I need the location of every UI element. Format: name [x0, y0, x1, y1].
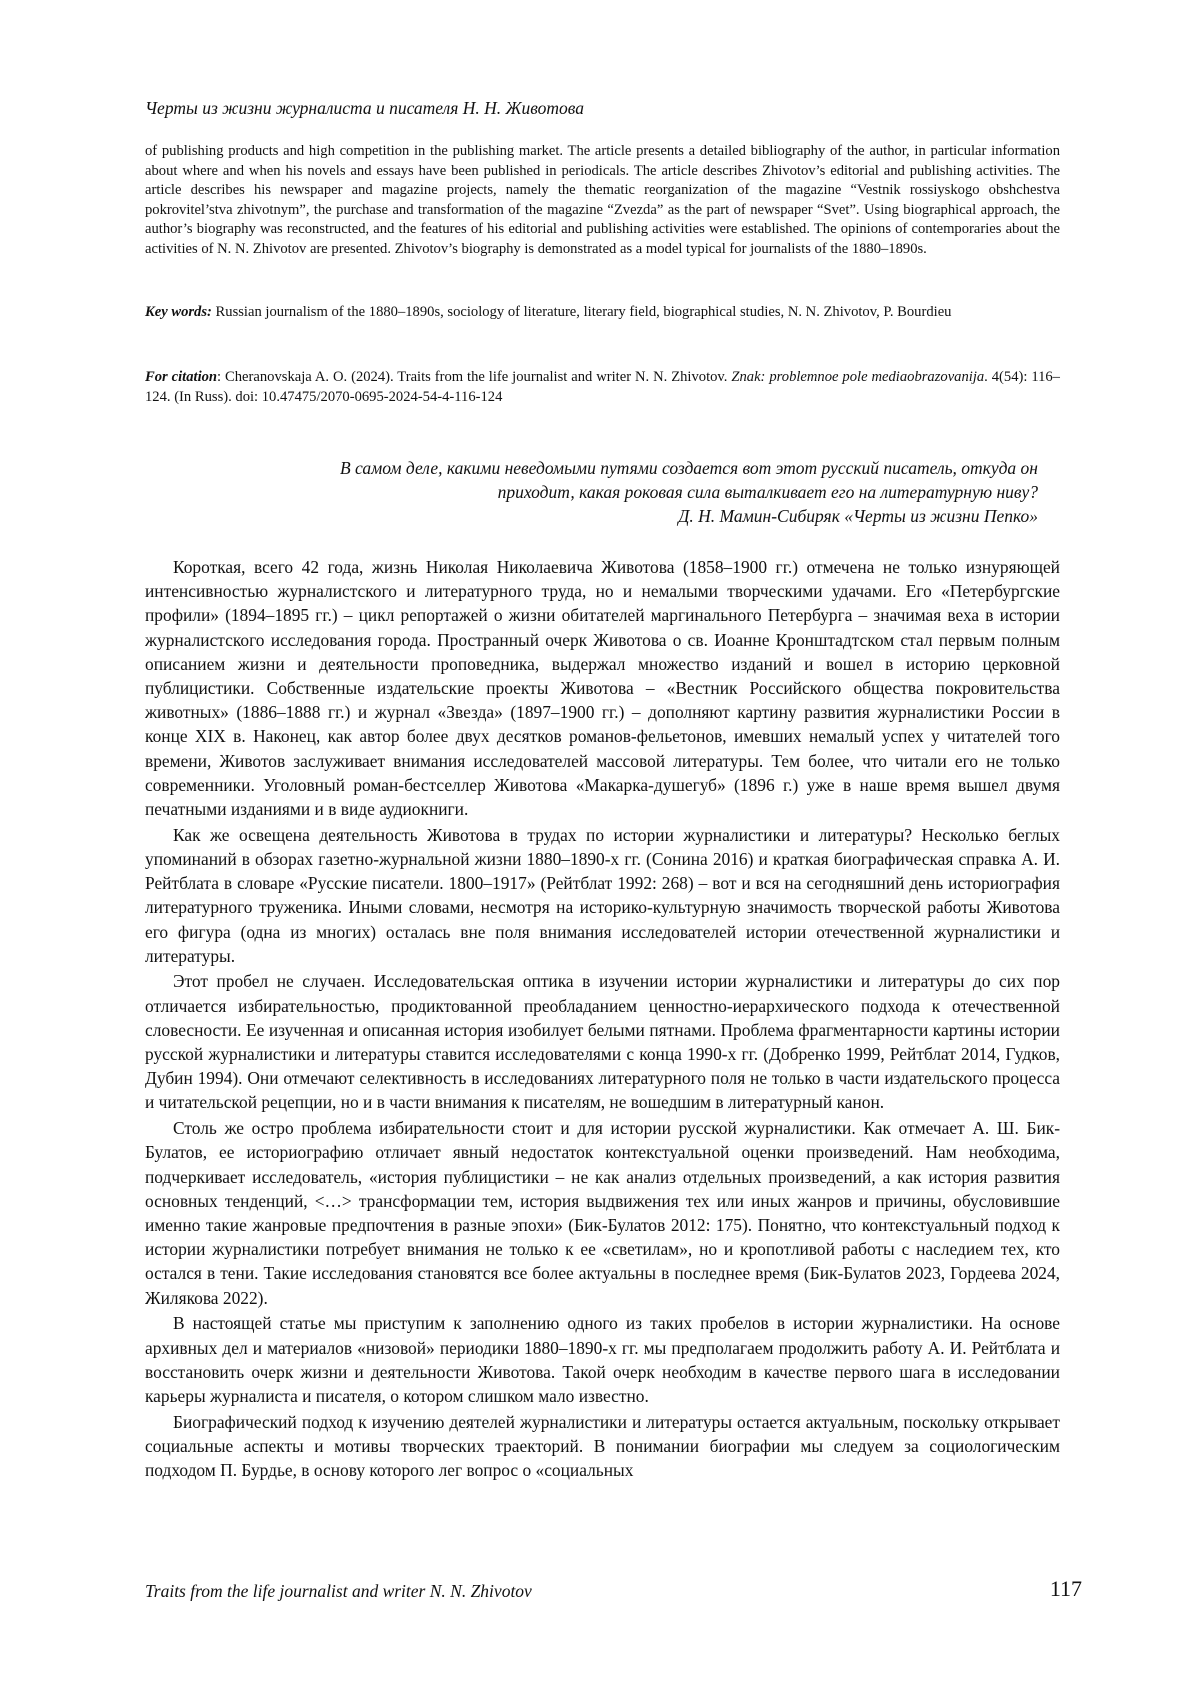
epigraph-line: В самом деле, какими неведомыми путями создается вот этот русский писатель, откуда он [339, 458, 1038, 478]
running-footer: Traits from the life journalist and writer N. N. Zhivotov [145, 1581, 532, 1601]
citation-journal: Znak: problemnoe pole mediaobrazovanija [731, 369, 985, 385]
running-header: Черты из жизни журналиста и писателя Н. Н. Животова [145, 98, 585, 118]
body-paragraph: В настоящей статье мы приступим к заполнению одного из таких пробелов в истории журналистики. На основе архивных дел и материалов «низовой» периодики 1880–1890-х гг. мы предполагаем продолжить работу А. И. Рейтблата и восстановить очерк жизни и деятельности Животова. Такой очерк необходим в качестве первого шага в исследовании карьеры журналиста и писателя, о котором слишком мало известно. [145, 1313, 1060, 1406]
citation-text: : Cheranovskaja A. O. (2024). Traits from the life journalist and writer N. N. Zhivotov. [217, 369, 732, 385]
keywords [145, 303, 1060, 323]
citation-label: For citation [145, 369, 218, 385]
body-paragraph: Биографический подход к изучению деятелей журналистики и литературы остается актуальным, поскольку открывает социальные аспекты и мотивы творческих траекторий. В понимании биографии мы следуем за социологическим подходом П. Бурдье, в основу которого лег вопрос о «социальных [145, 1411, 1060, 1481]
citation-details: . 4(54): 116–124. (In Russ). doi: 10.47475/2070-0695-2024-54-4-116-124 [145, 369, 1060, 405]
body-paragraph: Как же освещена деятельность Животова в трудах по истории журналистики и литературы? Несколько беглых упоминаний в обзорах газетно-журнальной жизни 1880–1890-х гг. (Сонина 2016) и краткая биографическая справка А. И. Рейтблата в словаре «Русские писатели. 1800–1917» (Рейтблат 1992: 268) – вот и вся на сегодняшний день историография литературного труженика. Иными словами, несмотря на историко-культурную значимость творческой работы Животова его фигура (одна из многих) осталась вне поля внимания исследователей истории отечественной журналистики и литературы. [145, 824, 1060, 966]
article-body [145, 555, 1060, 1484]
abstract-text: of publishing products and high competition in the publishing market. The article presents a detailed bibliography of the author, in particular information about where and when his novels and essays have been published in periodicals. The article describes Zhivotov’s editorial and publishing activities. The article describes his newspaper and magazine projects, namely the thematic reorganization of the magazine “Vestnik rossiyskogo obshchestva pokrovitel’stva zhivotnym”, the purchase and transformation of the magazine “Zvezda” as the part of newspaper “Svet”. Using biographical approach, the author’s biography was reconstructed, and the features of his editorial and publishing activities were established. The opinions of contemporaries about the activities of N. N. Zhivotov are presented. Zhivotov’s biography is demonstrated as a model typical for journalists of the 1880–1890s. [145, 143, 1060, 257]
keywords-label: Key words: [145, 304, 212, 320]
epigraph-line: приходит, какая роковая сила выталкивает его на литературную ниву? [497, 482, 1038, 502]
epigraph-attribution: Д. Н. Мамин-Сибиряк «Черты из жизни Пепко» [678, 506, 1038, 526]
body-paragraph: Короткая, всего 42 года, жизнь Николая Николаевича Животова (1858–1900 гг.) отмечена не только изнуряющей интенсивностью журналистского и литературного труда, но и немалыми творческими удачами. Его «Петербургские профили» (1894–1895 гг.) – цикл репортажей о жизни обитателей маргинального Петербурга – значимая веха в истории журналистского исследования города. Пространный очерк Животова о св. Иоанне Кронштадтском стал первым полным описанием жизни и деятельности проповедника, выдержал множество изданий и вошел в историю церковной публицистики. Собственные издательские проекты Животова – «Вестник Российского общества покровительства животных» (1886–1888 гг.) и журнал «Звезда» (1897–1900 гг.) – дополняют картину развития журналистики России в конце XIX в. Наконец, как автор более двух десятков романов-фельетонов, имевших немалый успех у читателей того времени, Животов заслуживает внимания исследователей массовой литературы. Тем более, что читали его не только современники. Уголовный роман-бестселлер Животова «Макарка-душегуб» (1896 г.) уже в наше время вышел двумя печатными изданиями и в виде аудиокниги. [145, 557, 1060, 820]
keywords-text: Russian journalism of the 1880–1890s, sociology of literature, literary field, biographical studies, N. N. Zhivotov, P. Bourdieu [215, 304, 952, 320]
citation [145, 368, 1060, 407]
page-number: 117 [1049, 1576, 1082, 1601]
body-paragraph: Столь же остро проблема избирательности стоит и для истории русской журналистики. Как отмечает А. Ш. Бик-Булатов, ее историографию отличает явный недостаток контекстуальной оценки произведений. Нам необходима, подчеркивает исследователь, «история публицистики – не как анализ отдельных произведений, а как история развития основных тенденций, <…> трансформации тем, история выдвижения тех или иных жанров и причины, обусловившие именно такие жанровые предпочтения в разные эпохи» (Бик-Булатов 2012: 175). Понятно, что контекстуальный подход к истории журналистики потребует внимания не только к ее «светилам», но и кропотливой работы с наследием тех, кто остался в тени. Такие исследования становятся все более актуальны в последнее время (Бик-Булатов 2023, Гордеева 2024, Жилякова 2022). [145, 1118, 1060, 1308]
body-paragraph: Этот пробел не случаен. Исследовательская оптика в изучении истории журналистики и литературы до сих пор отличается избирательностью, продиктованной преобладанием ценностно-иерархического подхода к отечественной словесности. Ее изученная и описанная история изобилует белыми пятнами. Проблема фрагментарности картины истории русской журналистики и литературы ставится исследователями с конца 1990-х гг. (Добренко 1999, Рейтблат 2014, Гудков, Дубин 1994). Они отмечают селективность в исследованиях литературного поля не только в части издательского процесса и читательской рецепции, но и в части внимания к писателям, не вошедшим в литературный канон. [145, 971, 1060, 1113]
epigraph [230, 456, 1038, 528]
